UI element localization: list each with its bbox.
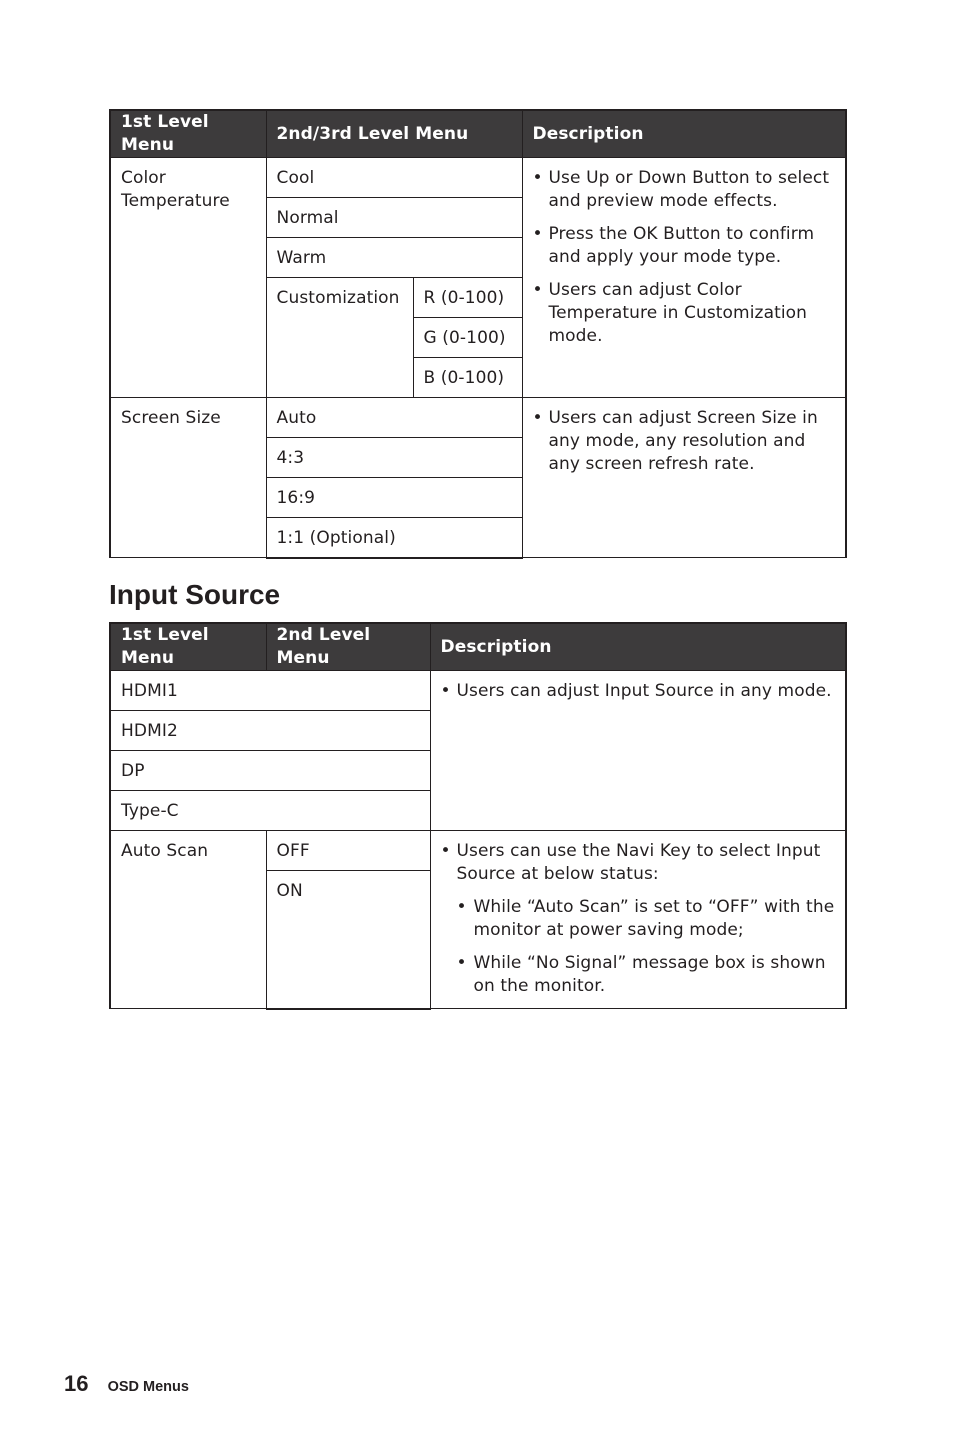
header-second-level: 2nd Level Menu (266, 623, 430, 671)
color-temperature-description (522, 158, 846, 398)
description-item: • Press the OK Button to confirm and apply your mode type. (533, 223, 838, 269)
description-list (441, 680, 838, 703)
description-list (533, 167, 838, 348)
description-item: • Use Up or Down Button to select and preview mode effects. (533, 167, 838, 213)
header-description: Description (430, 623, 846, 671)
input-source-table (109, 622, 847, 1010)
table-header-row (110, 623, 846, 671)
description-item: • Users can adjust Color Temperature in Customization mode. (533, 279, 838, 348)
sub-description-item: • While “Auto Scan” is set to “OFF” with the monitor at power saving mode; (457, 896, 838, 942)
sub-description-list (457, 896, 838, 998)
option-cool: Cool (266, 158, 522, 198)
option-off: OFF (266, 831, 430, 871)
section-title: Input Source (109, 579, 281, 610)
header-second-third-level: 2nd/3rd Level Menu (266, 110, 522, 158)
header-first-level: 1st Level Menu (110, 623, 266, 671)
option-normal: Normal (266, 198, 522, 238)
page-footer (64, 1371, 189, 1397)
source-dp: DP (110, 751, 430, 791)
option-customization: Customization (266, 278, 413, 398)
table-header-row (110, 110, 846, 158)
menu-screen-size: Screen Size (110, 398, 266, 558)
color-screen-table (109, 109, 847, 559)
source-type-c: Type-C (110, 791, 430, 831)
option-4-3: 4:3 (266, 438, 522, 478)
description-list (533, 407, 838, 476)
description-item (441, 840, 838, 998)
option-1-1: 1:1 (Optional) (266, 518, 522, 558)
sub-description-item: • While “No Signal” message box is shown on the monitor. (457, 952, 838, 998)
input-source-description (430, 671, 846, 831)
channel-r: R (0-100) (413, 278, 522, 318)
description-list (441, 840, 838, 998)
option-auto: Auto (266, 398, 522, 438)
table-row (110, 158, 846, 198)
description-item: • Users can adjust Input Source in any mode. (441, 680, 838, 703)
table-row (110, 671, 846, 711)
screen-size-description (522, 398, 846, 558)
menu-color-temperature: Color Temperature (110, 158, 266, 398)
description-text: Users can use the Navi Key to select Input Source at below status: (456, 841, 821, 884)
header-description: Description (522, 110, 846, 158)
footer-section-label: OSD Menus (107, 1379, 189, 1395)
channel-b: B (0-100) (413, 358, 522, 398)
table-row (110, 398, 846, 438)
option-warm: Warm (266, 238, 522, 278)
menu-auto-scan: Auto Scan (110, 831, 266, 1009)
channel-g: G (0-100) (413, 318, 522, 358)
source-hdmi2: HDMI2 (110, 711, 430, 751)
option-on: ON (266, 871, 430, 1009)
description-item: • Users can adjust Screen Size in any mode, any resolution and any screen refresh rate. (533, 407, 838, 476)
auto-scan-description (430, 831, 846, 1009)
source-hdmi1: HDMI1 (110, 671, 430, 711)
page-number: 16 (64, 1371, 89, 1396)
header-first-level: 1st Level Menu (110, 110, 266, 158)
table-row (110, 831, 846, 871)
option-16-9: 16:9 (266, 478, 522, 518)
